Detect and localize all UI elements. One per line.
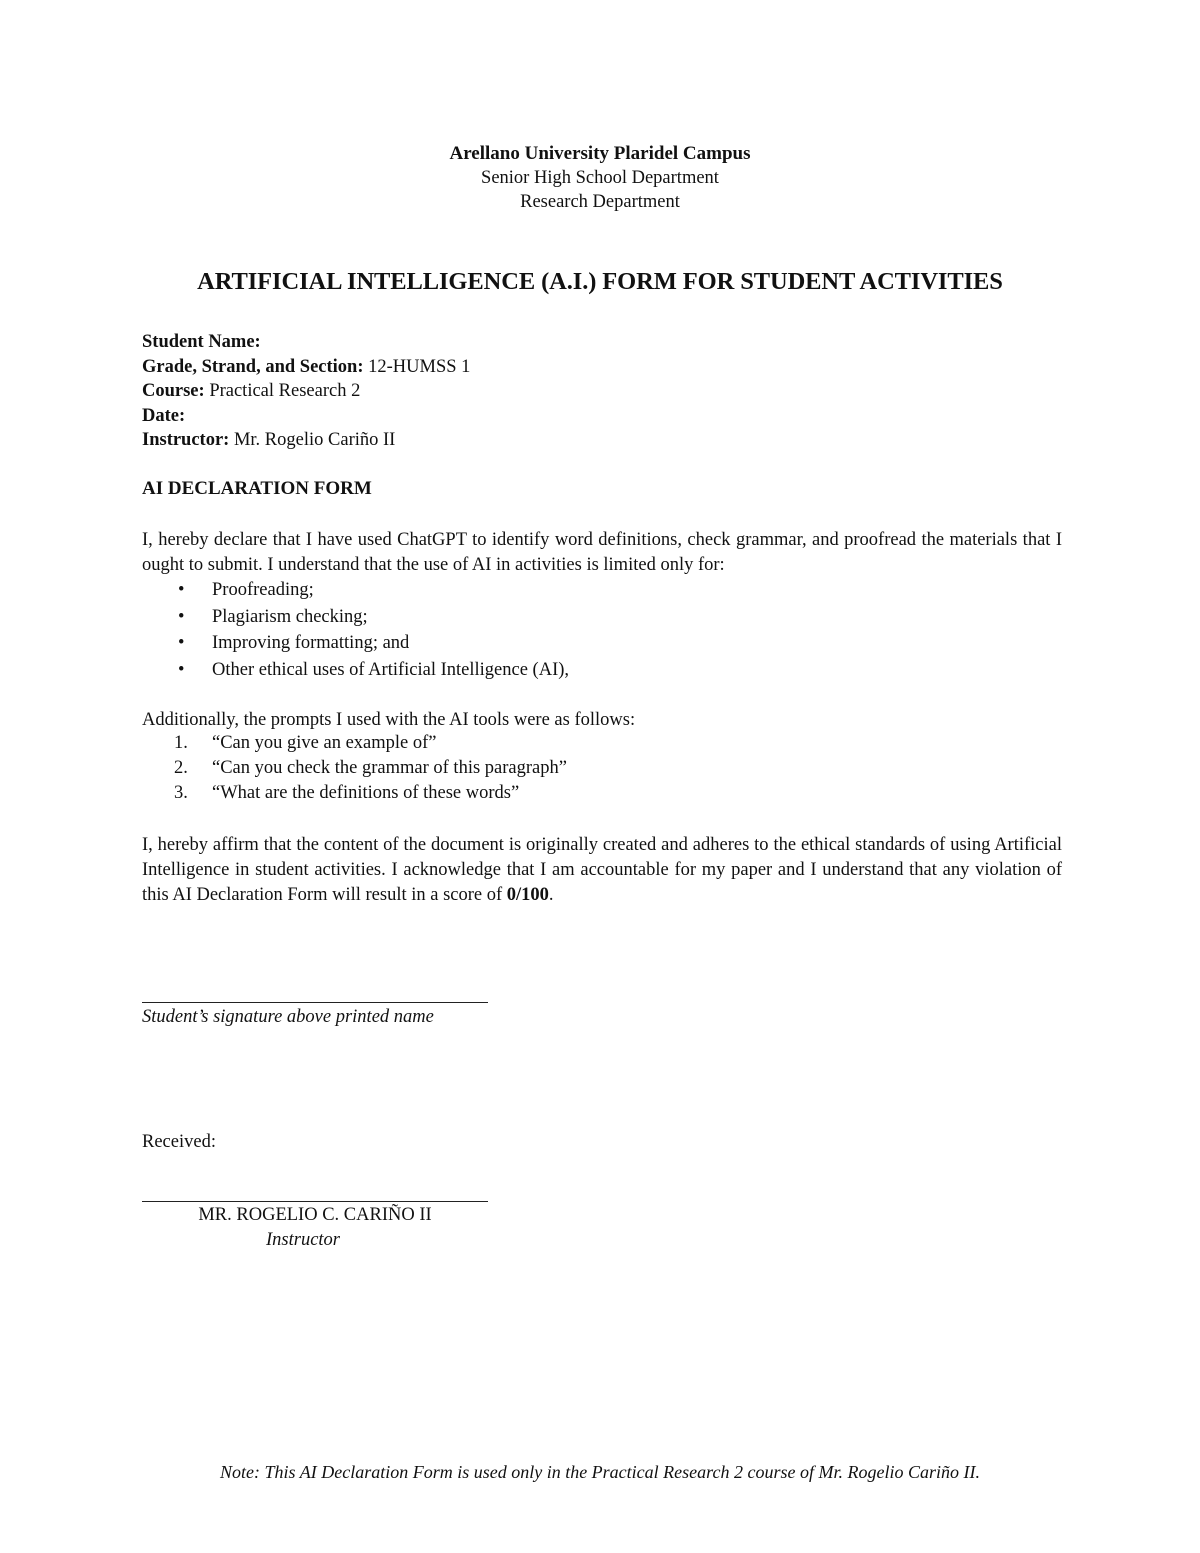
field-label: Instructor: xyxy=(142,430,230,450)
bullet-icon: • xyxy=(178,659,185,680)
bullet-icon: • xyxy=(178,606,185,627)
list-number: 3. xyxy=(174,783,188,803)
footer-note: Note: This AI Declaration Form is used only in the Practical Research 2 course of Mr. Rogelio Cariño II. xyxy=(220,1462,980,1482)
instructor-signature-line xyxy=(142,1201,488,1202)
student-signature-caption: Student’s signature above printed name xyxy=(142,1007,434,1027)
bullet-icon: • xyxy=(178,633,185,653)
field-value: Mr. Rogelio Cariño II xyxy=(229,430,396,450)
bullet-icon: • xyxy=(178,580,185,600)
field-label: Grade, Strand, and Section: xyxy=(142,357,364,377)
list-item: • Proofreading; xyxy=(178,580,314,600)
prompts-list xyxy=(142,733,1062,808)
list-item: • Other ethical uses of Artificial Intelligence (AI), xyxy=(178,659,570,680)
field-label: Student Name: xyxy=(142,332,261,352)
failing-score: 0/100 xyxy=(506,885,549,905)
instructor-role: Instructor xyxy=(266,1230,340,1250)
list-item: 2. “Can you check the grammar of this paragraph” xyxy=(174,758,567,778)
prompts-intro: Additionally, the prompts I used with the AI tools were as follows: xyxy=(142,710,636,730)
declaration-intro: I, hereby declare that I have used ChatGPT to identify word definitions, check grammar, and proofread the materials that I ought to submit. I understand that the use of AI in activities is limited only for: xyxy=(142,530,1062,575)
list-item: • Improving formatting; and xyxy=(178,633,410,653)
field-course xyxy=(142,379,360,404)
field-instructor xyxy=(142,428,395,453)
list-number: 2. xyxy=(174,758,188,778)
institution-name: Arellano University Plaridel Campus xyxy=(449,143,751,164)
field-student-name xyxy=(142,330,261,355)
field-date xyxy=(142,404,185,429)
list-item: • Plagiarism checking; xyxy=(178,606,368,627)
page-title: ARTIFICIAL INTELLIGENCE (A.I.) FORM FOR STUDENT ACTIVITIES xyxy=(197,268,1003,295)
affirmation-paragraph: I, hereby affirm that the content of the document is originally created and adheres to the ethical standards of using Artificial Intelligence in student activities. I acknowledge that I am accountable for my paper and I understand that any violation of this AI Declaration Form will result in a score of 0/100. xyxy=(142,835,1062,905)
instructor-name: MR. ROGELIO C. CARIÑO II xyxy=(198,1205,432,1225)
field-label: Date: xyxy=(142,406,186,426)
field-label: Course: xyxy=(142,381,205,401)
received-label: Received: xyxy=(142,1132,216,1152)
student-signature-line xyxy=(142,1002,488,1003)
allowed-uses-list xyxy=(142,580,1062,686)
field-value: Practical Research 2 xyxy=(204,381,361,401)
department-research: Research Department xyxy=(520,192,680,212)
declaration-heading: AI DECLARATION FORM xyxy=(142,478,372,499)
department-shs: Senior High School Department xyxy=(481,168,719,188)
list-item: 3. “What are the definitions of these words” xyxy=(174,783,520,803)
field-grade-strand-section xyxy=(142,355,470,380)
field-value: 12-HUMSS 1 xyxy=(363,357,471,377)
list-item: 1. “Can you give an example of” xyxy=(174,733,437,753)
list-number: 1. xyxy=(174,733,188,753)
